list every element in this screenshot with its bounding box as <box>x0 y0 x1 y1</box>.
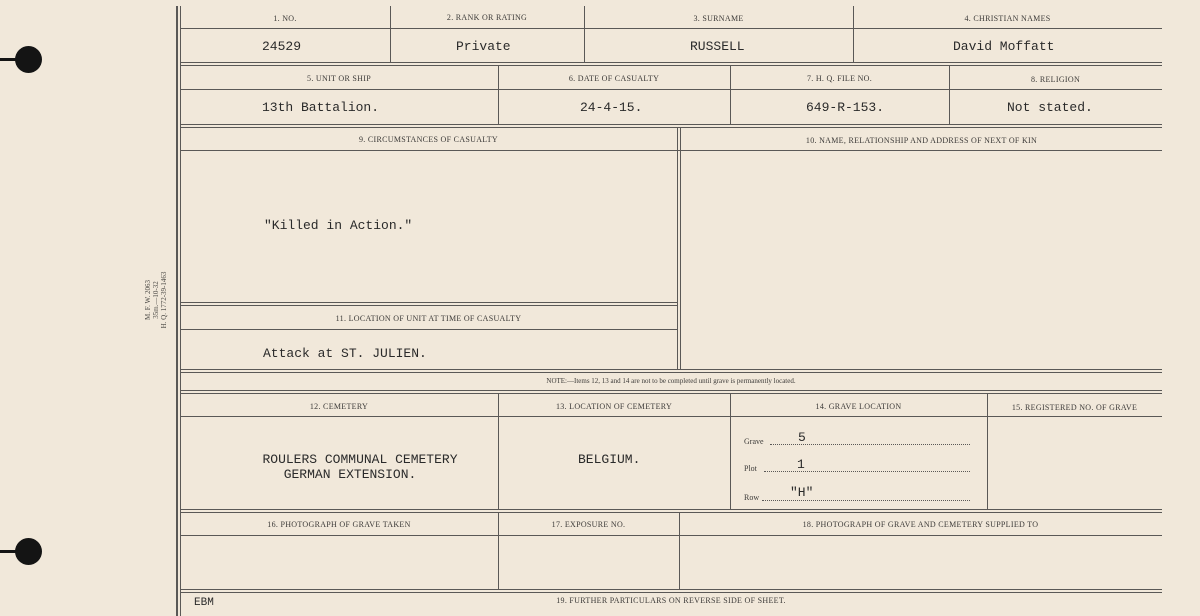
grave-location-label: 14. GRAVE LOCATION <box>815 402 902 411</box>
row-value: "H" <box>790 485 814 500</box>
circumstances-value: "Killed in Action." <box>264 218 413 233</box>
left-margin-rule <box>176 6 178 616</box>
side-print-line-3: H. Q. 1772-39-1463 <box>160 271 168 329</box>
location-of-unit-value: Attack at ST. JULIEN. <box>263 346 427 361</box>
christian-names-label: 4. CHRISTIAN NAMES <box>964 14 1051 23</box>
double-rule <box>180 589 1162 593</box>
punch-hole-bottom <box>15 538 42 565</box>
cemetery-value-line-1: ROULERS COMMUNAL CEMETERY <box>262 452 458 467</box>
grave-value: 5 <box>798 430 806 445</box>
row-field-label: Row <box>744 493 760 502</box>
file-no-value: 649-R-153. <box>806 100 885 115</box>
religion-label: 8. RELIGION <box>1030 75 1081 84</box>
plot-dotted-line <box>764 471 970 472</box>
location-of-cemetery-value: BELGIUM. <box>578 452 641 467</box>
rule <box>180 28 1162 29</box>
cemetery-label: 12. CEMETERY <box>309 402 369 411</box>
double-rule <box>180 302 677 306</box>
exposure-no-label: 17. EXPOSURE NO. <box>551 520 626 529</box>
date-value: 24-4-15. <box>580 100 643 115</box>
further-particulars-label: 19. FURTHER PARTICULARS ON REVERSE SIDE OF SHEET. <box>556 596 786 605</box>
double-rule <box>180 369 1162 373</box>
punch-hole-top <box>15 46 42 73</box>
plot-field-label: Plot <box>744 464 757 473</box>
double-rule <box>180 124 1162 128</box>
no-label: 1. NO. <box>273 14 297 23</box>
photograph-taken-label: 16. PHOTOGRAPH OF GRAVE TAKEN <box>267 520 411 529</box>
rule <box>180 89 1162 90</box>
religion-value: Not stated. <box>1007 100 1093 115</box>
side-print-line-2: 35m.—10-32 <box>152 281 160 319</box>
registered-no-label: 15. REGISTERED NO. OF GRAVE <box>1011 403 1138 412</box>
unit-value: 13th Battalion. <box>262 100 380 115</box>
location-of-unit-label: 11. LOCATION OF UNIT AT TIME OF CASUALTY <box>335 314 522 323</box>
side-print-line-1: M. F. W. 2063 <box>144 280 152 320</box>
location-of-cemetery-label: 13. LOCATION OF CEMETERY <box>555 402 673 411</box>
photograph-supplied-label: 18. PHOTOGRAPH OF GRAVE AND CEMETERY SUPPLIED TO <box>802 520 1039 529</box>
initials: EBM <box>194 597 214 609</box>
rule <box>180 535 1162 536</box>
rule <box>730 394 731 509</box>
grave-field-label: Grave <box>744 437 764 446</box>
note-text: NOTE:—Items 12, 13 and 14 are not to be completed until grave is permanently located. <box>546 377 796 385</box>
rule <box>677 128 678 369</box>
rule <box>680 128 681 369</box>
surname-value: RUSSELL <box>690 39 745 54</box>
surname-label: 3. SURNAME <box>693 14 744 23</box>
rule <box>180 329 677 330</box>
rank-value: Private <box>456 39 511 54</box>
service-number-value: 24529 <box>262 39 302 54</box>
unit-label: 5. UNIT OR SHIP <box>307 74 371 83</box>
rank-label: 2. RANK OR RATING <box>446 13 528 22</box>
double-rule <box>180 390 1162 394</box>
file-no-label: 7. H. Q. FILE NO. <box>806 74 873 83</box>
christian-names-value: David Moffatt <box>953 39 1055 54</box>
row-dotted-line <box>762 500 970 501</box>
date-label: 6. DATE OF CASUALTY <box>568 74 660 83</box>
double-rule <box>180 509 1162 513</box>
next-of-kin-label: 10. NAME, RELATIONSHIP AND ADDRESS OF NEXT OF KIN <box>805 136 1038 145</box>
rule <box>180 416 1162 417</box>
side-print-code <box>144 272 168 329</box>
circumstances-label: 9. CIRCUMSTANCES OF CASUALTY <box>358 135 499 144</box>
double-rule <box>180 62 1162 66</box>
rule <box>180 150 1162 151</box>
plot-value: 1 <box>797 457 805 472</box>
cemetery-value-line-2: GERMAN EXTENSION. <box>283 467 417 482</box>
